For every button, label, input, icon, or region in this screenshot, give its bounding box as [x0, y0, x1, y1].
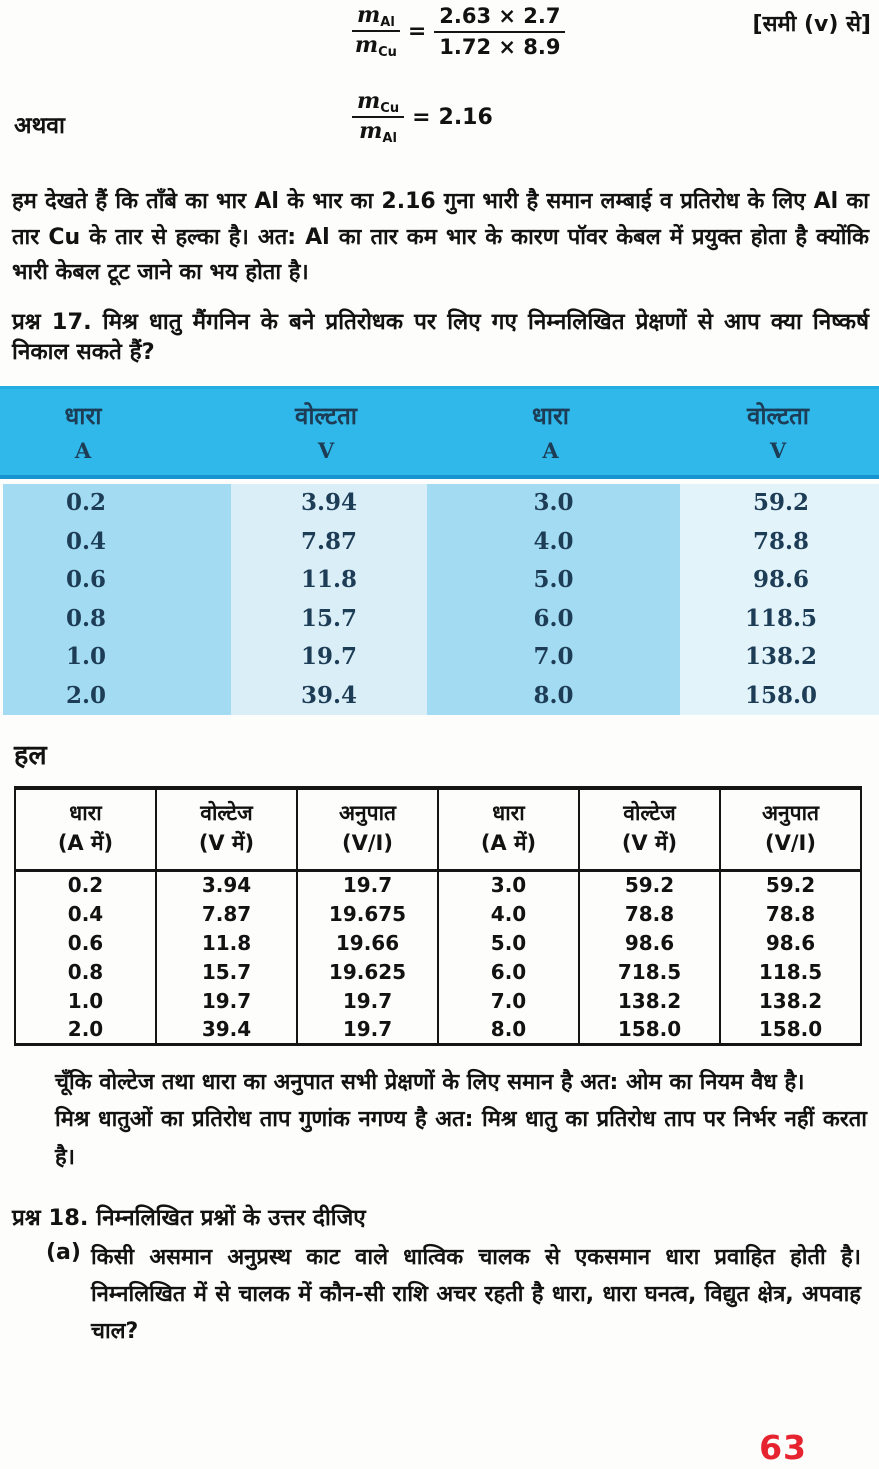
solution-cell: 0.6 — [15, 928, 156, 957]
item-a-label: (a) — [46, 1239, 81, 1265]
numerator-symbol: m — [357, 88, 381, 114]
solution-cell: 0.8 — [15, 957, 156, 986]
observation-header-cell — [677, 399, 879, 463]
observation-cell: 0.2 — [3, 484, 231, 523]
ratio-value: 2.16 — [438, 104, 493, 130]
header-quantity-label: अनुपात — [338, 800, 397, 825]
or-label: अथवा — [14, 113, 66, 139]
solution-cell: 19.66 — [297, 928, 438, 957]
solution-cell: 59.2 — [579, 870, 720, 899]
solution-table-row — [15, 986, 861, 1015]
solution-cell: 19.7 — [297, 1015, 438, 1044]
observation-cell: 3.0 — [427, 484, 680, 523]
observation-table-header — [0, 386, 879, 479]
solution-table-row — [15, 957, 861, 986]
rhs-denominator: 1.72 × 8.9 — [439, 34, 561, 59]
observation-cell: 78.8 — [680, 522, 879, 561]
solution-header-row — [15, 788, 861, 870]
header-unit-label: (V में) — [198, 831, 255, 856]
denominator-symbol: m — [359, 118, 383, 144]
equation-2 — [352, 88, 493, 146]
page-number: 63 — [759, 1428, 807, 1467]
observation-table — [0, 386, 879, 715]
question-18-label: प्रश्न 18. — [12, 1204, 89, 1231]
solution-cell: 158.0 — [579, 1015, 720, 1044]
header-quantity-label: धारा — [531, 401, 569, 430]
observation-cell: 0.6 — [3, 561, 231, 600]
denominator-symbol: m — [354, 32, 379, 58]
observation-cell: 8.0 — [427, 676, 680, 715]
solution-header-cell — [720, 788, 861, 870]
observation-cell: 7.0 — [427, 638, 680, 677]
denominator-subscript: Al — [382, 131, 397, 146]
header-unit-label: (A में) — [480, 831, 537, 856]
header-unit-label: (V/I) — [342, 831, 393, 856]
header-quantity-label: धारा — [69, 800, 102, 825]
solution-header-cell — [579, 788, 720, 870]
question-17-label: प्रश्न 17. — [12, 308, 92, 335]
solution-table-row — [15, 1015, 861, 1044]
observation-header-cell — [228, 399, 424, 463]
solution-cell: 118.5 — [720, 957, 861, 986]
solution-cell: 15.7 — [156, 957, 297, 986]
solution-cell: 0.2 — [15, 870, 156, 899]
header-quantity-label: वोल्टता — [294, 401, 358, 430]
observation-cell: 11.8 — [231, 561, 427, 600]
numerator-subscript: Cu — [380, 101, 400, 116]
observation-header-cell — [0, 399, 228, 463]
conclusion-sentence-1: चूँकि वोल्टेज तथा धारा का अनुपात सभी प्रेक्षणों के लिए समान है अत: ओम का नियम वैध है। — [55, 1069, 805, 1095]
item-a-text: किसी असमान अनुप्रस्थ काट वाले धात्विक चालक से एकसमान धारा प्रवाहित होती है। निम्नलिखित में से चालक में कौन-सी राशि अचर रहती है धारा, धारा घनत्व, विद्युत क्षेत्र, अपवाह चाल? — [90, 1244, 861, 1344]
observation-header-cell — [424, 399, 677, 463]
solution-table — [14, 786, 862, 1046]
question-17-text: मिश्र धातु मैंगनिन के बने प्रतिरोधक पर लिए गए निम्नलिखित प्रेक्षणों से आप क्या निष्कर्ष निकाल सकते हैं? — [12, 308, 869, 366]
solution-cell: 78.8 — [720, 899, 861, 928]
header-unit-label: (A में) — [57, 831, 114, 856]
question-18-block — [12, 1201, 869, 1351]
solution-cell: 158.0 — [720, 1015, 861, 1044]
observation-cell: 158.0 — [680, 676, 879, 715]
solution-table-row — [15, 870, 861, 899]
observation-cell: 59.2 — [680, 484, 879, 523]
equals-sign: = — [412, 104, 431, 130]
solution-cell: 7.0 — [438, 986, 579, 1015]
solution-table-body — [15, 870, 861, 1044]
observation-cell: 5.0 — [427, 561, 680, 600]
solution-cell: 19.7 — [297, 870, 438, 899]
observation-cell: 6.0 — [427, 599, 680, 638]
fraction-mAl-mCu — [352, 2, 400, 60]
header-unit-label: A — [542, 437, 559, 463]
solution-cell: 4.0 — [438, 899, 579, 928]
equation-1 — [352, 2, 565, 60]
observation-cell: 138.2 — [680, 638, 879, 677]
solution-cell: 8.0 — [438, 1015, 579, 1044]
header-quantity-label: वोल्टता — [746, 401, 810, 430]
observation-cell: 0.4 — [3, 522, 231, 561]
header-unit-label: (V/I) — [765, 831, 816, 856]
header-quantity-label: अनुपात — [761, 800, 820, 825]
observation-cell: 15.7 — [231, 599, 427, 638]
solution-header-cell — [156, 788, 297, 870]
solution-cell: 1.0 — [15, 986, 156, 1015]
header-unit-label: V — [317, 437, 335, 463]
rhs-numerator: 2.63 × 2.7 — [434, 4, 565, 33]
solution-cell: 78.8 — [579, 899, 720, 928]
solution-cell: 0.4 — [15, 899, 156, 928]
solution-cell: 98.6 — [579, 928, 720, 957]
solution-header-cell — [438, 788, 579, 870]
header-unit-label: A — [74, 437, 92, 463]
conclusion-block — [55, 1064, 867, 1177]
mass-ratio-equation — [0, 0, 879, 82]
observation-cell: 39.4 — [231, 676, 427, 715]
solution-cell: 138.2 — [720, 986, 861, 1015]
header-unit-label: (V में) — [621, 831, 678, 856]
equation-reference-note: [समी (v) से] — [752, 12, 871, 37]
observation-cell: 118.5 — [680, 599, 879, 638]
solution-table-row — [15, 899, 861, 928]
solution-table-row — [15, 928, 861, 957]
observation-cell: 7.87 — [231, 522, 427, 561]
solution-cell: 19.7 — [156, 986, 297, 1015]
question-17-heading — [12, 307, 869, 368]
solution-cell: 3.0 — [438, 870, 579, 899]
alternate-equation-block — [0, 88, 879, 170]
numerator-symbol: m — [357, 2, 381, 28]
solution-cell: 98.6 — [720, 928, 861, 957]
header-quantity-label: धारा — [64, 401, 102, 430]
solution-cell: 138.2 — [579, 986, 720, 1015]
solution-cell: 19.7 — [297, 986, 438, 1015]
header-quantity-label: वोल्टेज — [200, 800, 253, 825]
solution-cell: 11.8 — [156, 928, 297, 957]
question-18-item-a — [46, 1240, 869, 1351]
observation-cell: 4.0 — [427, 522, 680, 561]
header-unit-label: V — [769, 437, 787, 463]
observation-cell: 2.0 — [3, 676, 231, 715]
solution-cell: 718.5 — [579, 957, 720, 986]
solution-header-cell — [15, 788, 156, 870]
solution-cell: 59.2 — [720, 870, 861, 899]
observation-cell: 0.8 — [3, 599, 231, 638]
solution-cell: 5.0 — [438, 928, 579, 957]
equals-sign: = — [407, 18, 427, 44]
explanation-paragraph: हम देखते हैं कि ताँबे का भार Al के भार का 2.16 गुना भारी है समान लम्बाई व प्रतिरोध के लिए Al का तार Cu के तार से हल्का है। अत: Al का तार कम भार के कारण पॉवर केबल में प्रयुक्त होता है क्योंकि भारी केबल टूट जाने का भय होता है। — [12, 189, 869, 286]
observation-cell: 19.7 — [231, 638, 427, 677]
denominator-subscript: Cu — [378, 45, 397, 60]
solution-cell: 3.94 — [156, 870, 297, 899]
fraction-numeric — [434, 4, 565, 59]
question-18-heading — [12, 1201, 869, 1232]
solution-cell: 2.0 — [15, 1015, 156, 1044]
question-18-intro: निम्नलिखित प्रश्नों के उत्तर दीजिए — [96, 1204, 366, 1231]
solution-table-header — [15, 788, 861, 870]
header-quantity-label: वोल्टेज — [623, 800, 676, 825]
observation-cell: 1.0 — [3, 638, 231, 677]
solution-cell: 7.87 — [156, 899, 297, 928]
solution-cell: 39.4 — [156, 1015, 297, 1044]
solution-header-cell — [297, 788, 438, 870]
solution-cell: 19.675 — [297, 899, 438, 928]
numerator-subscript: Al — [380, 15, 395, 30]
solution-cell: 6.0 — [438, 957, 579, 986]
observation-table-body — [3, 484, 876, 715]
solution-label: हल — [14, 739, 47, 771]
observation-cell: 98.6 — [680, 561, 879, 600]
conclusion-sentence-2: मिश्र धातुओं का प्रतिरोध ताप गुणांक नगण्य है अत: मिश्र धातु का प्रतिरोध ताप पर निर्भर नहीं करता है। — [55, 1107, 867, 1171]
fraction-mCu-mAl — [352, 88, 404, 146]
header-quantity-label: धारा — [492, 800, 525, 825]
observation-cell: 3.94 — [231, 484, 427, 523]
solution-cell: 19.625 — [297, 957, 438, 986]
